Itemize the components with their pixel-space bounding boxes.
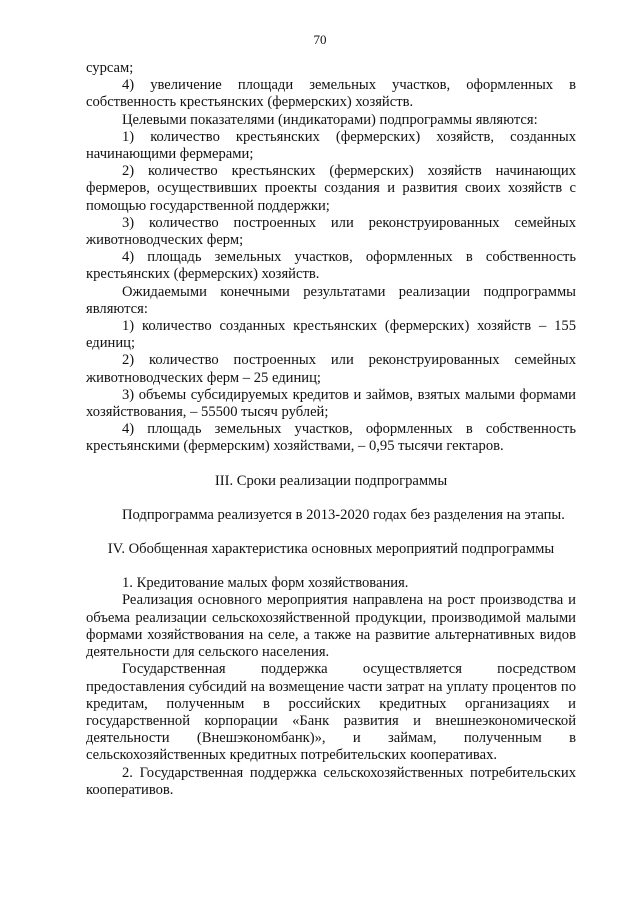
paragraph: 3) объемы субсидируемых кредитов и займов, взятых малыми формами хозяйствования, – 55500 тысяч рублей; (86, 386, 576, 421)
section-heading-3: III. Сроки реализации подпрограммы (214, 472, 448, 489)
section3-text: Подпрограмма реализуется в 2013-2020 годах без разделения на этапы. (122, 506, 565, 523)
paragraph: 4) площадь земельных участков, оформленных в собственность крестьянских (фермерских) хозяйств. (86, 249, 576, 283)
paragraph: Государственная поддержка осуществляется посредством предоставления субсидий на возмещение части затрат на уплату процентов по кредитам, полученным в российских кредитных организациях и государственной корпорации «Банк развития и внешнеэкономической деятельности (Внешэкономбанк)», и займам, полученным в сельскохозяйственных кредитных потребительских кооперативах. (86, 661, 576, 764)
paragraph: 2) количество построенных или реконструированных семейных животноводческих ферм – 25 единиц; (86, 352, 576, 386)
paragraph: 2. Государственная поддержка сельскохозяйственных потребительских кооперативов. (86, 764, 576, 798)
paragraph: Целевыми показателями (индикаторами) подпрограммы являются: (122, 111, 538, 128)
paragraph: 2) количество крестьянских (фермерских) хозяйств начинающих фермеров, осуществивших проекты создания и развития своих хозяйств с помощью государственной поддержки; (86, 163, 576, 214)
paragraph: 1) количество крестьянских (фермерских) хозяйств, созданных начинающими фермерами; (86, 128, 576, 163)
document-body (86, 60, 576, 799)
paragraph: 4) увеличение площади земельных участков, оформленных в собственность крестьянских (фермерских) хозяйств. (86, 77, 576, 111)
paragraph: 1) количество созданных крестьянских (фермерских) хозяйств – 155 единиц; (86, 318, 576, 352)
paragraph: Реализация основного мероприятия направлена на рост производства и объема реализации сельскохозяйственной продукции, производимой малыми формами хозяйствования на селе, а также на развитие альтернативных видов деятельности для сельского населения. (86, 592, 576, 661)
section-heading-4: IV. Обобщенная характеристика основных мероприятий подпрограммы (107, 541, 555, 558)
paragraph: сурсам; (86, 60, 134, 76)
paragraph: 3) количество построенных или реконструированных семейных животноводческих ферм; (86, 214, 576, 249)
paragraph: Ожидаемыми конечными результатами реализации подпрограммы являются: (86, 283, 576, 317)
page-number: 70 (313, 32, 327, 47)
paragraph: 4) площадь земельных участков, оформленных в собственность крестьянскими (фермерским) хозяйствами, – 0,95 тысячи гектаров. (86, 421, 576, 455)
paragraph: 1. Кредитование малых форм хозяйствования. (122, 575, 409, 592)
